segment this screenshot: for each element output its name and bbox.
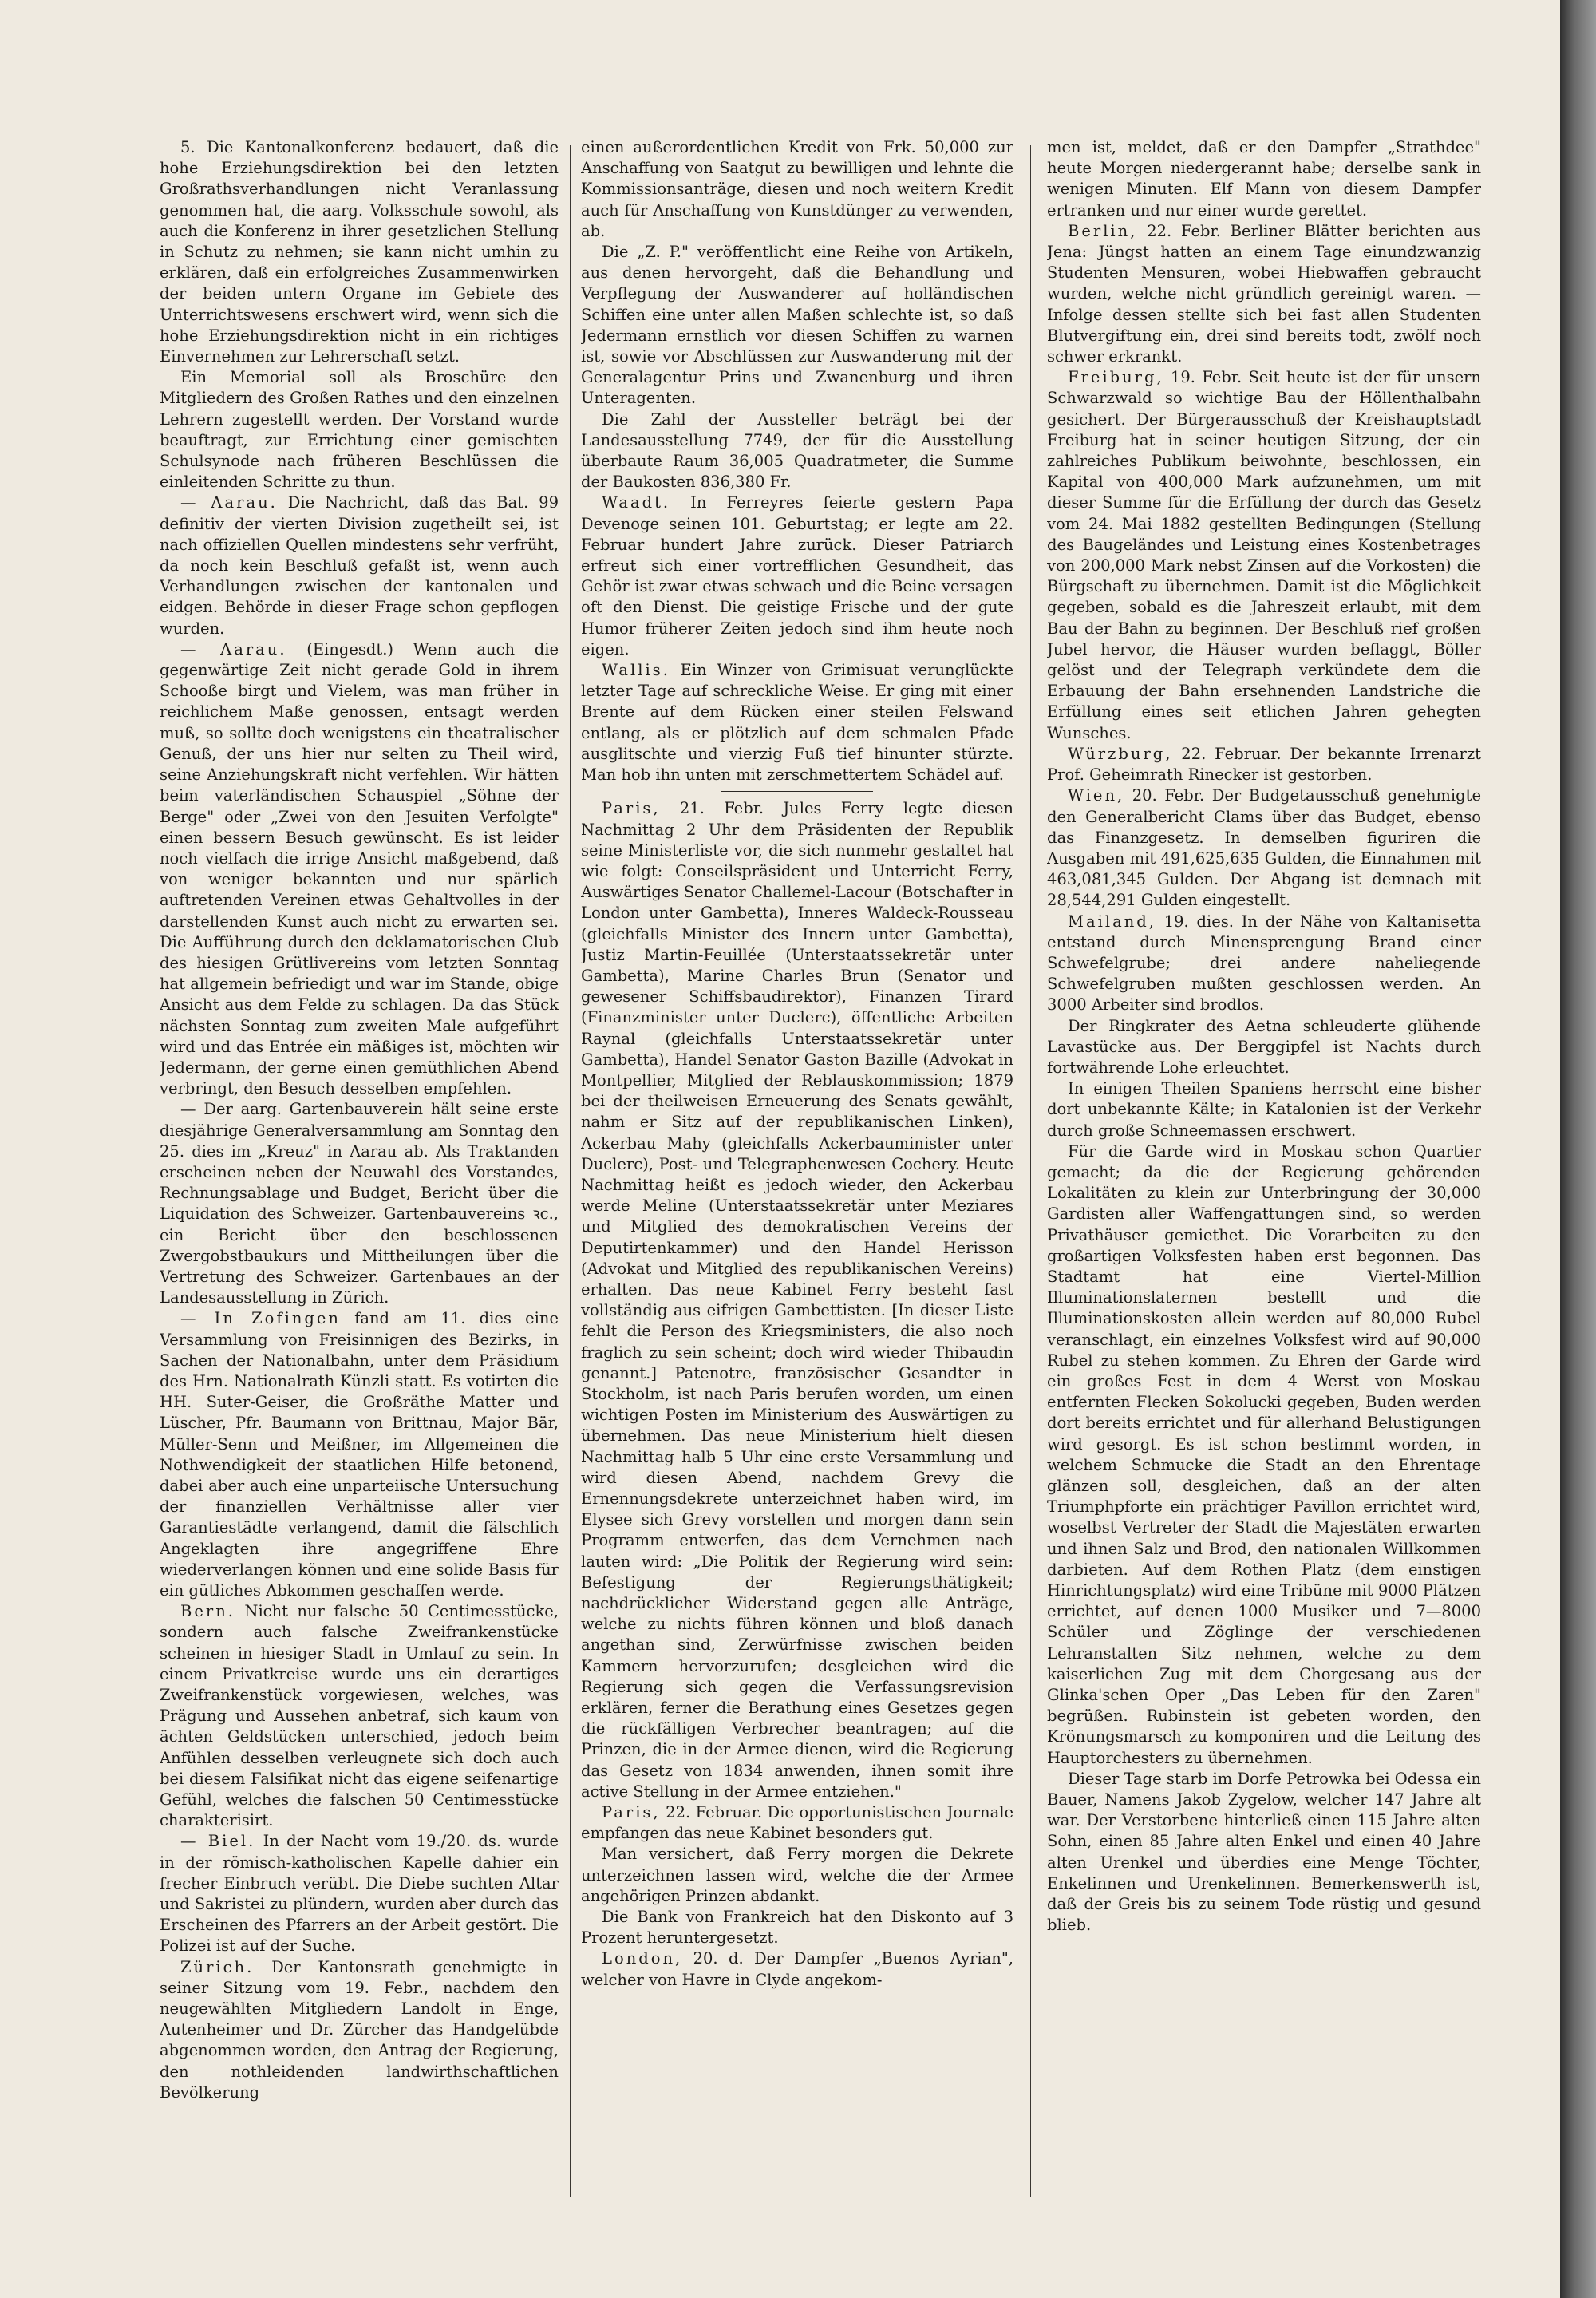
article-paragraph (160, 639, 559, 1099)
article-paragraph: men ist, meldet, daß er den Dampfer „Strathdee" heute Morgen niedergerannt habe; derselbe sank in wenigen Minuten. Elf Mann von diesem Dampfer ertranken und nur einer wurde gerettet. (1047, 138, 1481, 220)
article-paragraph (581, 660, 1013, 785)
article-paragraph: Die Zahl der Aussteller beträgt bei der Landesausstellung 7749, der für die Ausstellung überbaute Raum 36,005 Quadratmeter, die Summe der Baukosten 836,380 Fr. (581, 409, 1013, 492)
article-text: (Eingesdt.) Wenn auch die gegenwärtige Zeit nicht gerade Gold in ihrem Schooße birgt und Vielem, was man früher in reichlichem Maße genossen, entsagt werden muß, so sollte doch wenigstens ein theatralischer Genuß, der uns hier nur selten zu Theil wird, seine Anziehungskraft nicht verfehlen. Wir hätten beim vaterländischen Schauspiel „Söhne der Berge" oder „Zwei von den Jesuiten Verfolgte" einen bessern Besuch gewünscht. Es ist leider noch vielfach die irrige Ansicht maßgebend, daß von weniger bekannten und nur spärlich auftretenden Vereinen etwas Gehaltvolles in der darstellenden Kunst auch nicht zu erwarten sei. Die Aufführung durch den deklamatorischen Club des hiesigen Grütlivereins vom letzten Sonntag hat allgemein befriedigt und war im Stande, obige Ansicht aus dem Felde zu schlagen. Da das Stück nächsten Sonntag zum zweiten Male aufgeführt wird und das Entrée ein mäßiges ist, möchten wir Jedermann, der gerne einen gemüthlichen Abend verbringt, den Besuch desselben empfehlen. (160, 639, 559, 1098)
article-paragraph (581, 798, 1013, 1802)
article-text: Ein Winzer von Grimisuat verunglückte letzter Tage auf schreckliche Weise. Er ging mit einer Brente auf dem Rücken einer steilen Felswand entlang, als er plötzlich auf dem schmalen Pfade ausglitschte und vierzig Fuß tief hinunter stürzte. Man hob ihn unten mit zerschmettertem Schädel auf. (581, 661, 1013, 785)
dateline: Wallis. (602, 661, 670, 680)
article-text: Der Kantonsrath genehmigte in seiner Sitzung vom 19. Febr., nachdem den neugewählten Mitgliedern Landolt in Enge, Autenheimer und Dr. Zürcher das Handgelübde abgenommen worden, den Antrag der Regierung, den nothleidenden landwirthschaftlichen Bevölkerung (160, 1957, 559, 2102)
column-right (1047, 137, 1481, 2205)
dateline: Bern. (180, 1602, 235, 1621)
dateline: — Aarau. (180, 493, 278, 512)
article-text: 19. Febr. Seit heute ist der für unsern Schwarzwald so wichtige Bau der Höllenthalbahn gesichert. Der Bürgerausschuß der Kreishauptstadt Freiburg hat in seiner heutigen Sitzung, der ein zahlreiches Publikum beiwohnte, beschlossen, ein Kapital von 400,000 Mark aufzunehmen, um mit dieser Summe für die Erfüllung der durch das Gesetz vom 24. Mai 1882 gestellten Bedingungen (Stellung des Baugeländes und Leistung eines Kostenbetrages von 200,000 Mark nebst Zinsen auf die Vorkosten) die Bürgschaft zu übernehmen. Damit ist die Möglichkeit gegeben, sobald es die Jahreszeit erlaubt, mit dem Bau der Bahn zu beginnen. Der Beschluß rief großen Jubel hervor, die Häuser wurden beflaggt, Böller gelöst und der Telegraph verkündete dem die Erbauung der Bahn ersehnenden Landstriche die Erfüllung eines seit etlichen Jahren gehegten Wunsches. (1047, 368, 1481, 742)
dateline: Berlin, (1068, 221, 1138, 240)
dateline: Paris, (602, 799, 661, 818)
article-paragraph (1047, 221, 1481, 367)
article-paragraph (1047, 744, 1481, 785)
dateline: — Aarau. (180, 639, 287, 659)
column-rule (570, 145, 571, 2197)
article-paragraph: einen außerordentlichen Kredit von Frk. 50,000 zur Anschaffung von Saatgut zu bewilligen und lehnte die Kommissionsanträge, diesen und noch weitern Kredit auch für Anschaffung von Kunstdünger zu verwenden, ab. (581, 138, 1013, 240)
article-paragraph: Die „Z. P." veröffentlicht eine Reihe von Artikeln, aus denen hervorgeht, daß die Behandlung und Verpflegung der Auswanderer auf holländischen Schiffen eine unter allen Maßen schlechte ist, so daß Jedermann ernstlich vor diesen Schiffen zu warnen ist, sowie vor Abschlüssen zur Auswanderung mit der Generalagentur Prins und Zwanenburg und ihren Unteragenten. (581, 243, 1013, 408)
article-text: fand am 11. dies eine Versammlung von Freisinnigen des Bezirks, in Sachen der Nationalbahn, unter dem Präsidium des Hrn. Nationalrath Künzli statt. Es votirten die HH. Suter-Geiser, die Großräthe Matter und Lüscher, Pfr. Baumann von Brittnau, Major Bär, Müller-Senn und Meißner, im Allgemeinen die Nothwendigkeit der staatlichen Hilfe betonend, dabei aber auch eine unparteiische Untersuchung der finanziellen Verhältnisse aller vier Garantiestädte verlangend, damit die fälschlich Angeklagten ihre angegriffene Ehre wiederverlangen können und eine solide Basis für ein gütliches Abkommen geschaffen werde. (160, 1309, 559, 1600)
dateline: Würzburg, (1068, 744, 1173, 763)
article-paragraph (581, 492, 1013, 660)
dateline: Mailand, (1068, 912, 1156, 931)
section-divider (721, 791, 873, 792)
article-paragraph: 5. Die Kantonalkonferenz bedauert, daß die hohe Erziehungsdirektion bei den letzten Großrathsverhandlungen nicht Veranlassung genommen hat, die aarg. Volksschule sowohl, als auch die Konferenz in ihrer gesetzlichen Stellung in Schutz zu nehmen; sie kann nicht umhin zu erklären, daß ein erfolgreiches Zusammenwirken der beiden untern Organe im Gebiete des Unterrichtswesens erschwert wird, wenn sich die hohe Erziehungsdirektion nicht in ein richtiges Einvernehmen zur Lehrerschaft setzt. (160, 138, 559, 366)
article-paragraph: Dieser Tage starb im Dorfe Petrowka bei Odessa ein Bauer, Namens Jakob Zygelow, welcher 147 Jahre alt war. Der Verstorbene hinterließ einen 115 Jahre alten Sohn, einen 85 Jahre alten Enkel und einen 40 Jahre alten Urenkel und überdies eine Menge Töchter, Enkelinnen und Urenkelinnen. Bemerkenswerth ist, daß der Greis bis zu seinem Tode rüstig und gesund blieb. (1047, 1769, 1481, 1935)
column-middle (581, 137, 1013, 2205)
article-text: 22. Febr. Berliner Blätter berichten aus Jena: Jüngst hatten an einem Tage einundzwanzig Studenten Mensuren, wobei Hiebwaffen gebraucht wurden, welche nicht gründlich gereinigt waren. — Infolge dessen stellte sich bei fast allen Studenten Blutvergiftung ein, drei sind bereits todt, zwölf noch schwer erkrankt. (1047, 221, 1481, 366)
article-text: 22. Februar. Die opportunistischen Journale empfangen das neue Kabinet besonders gut. (581, 1803, 1013, 1843)
article-text: In Ferreyres feierte gestern Papa Devenoge seinen 101. Geburtstag; er legte am 22. Februar hundert Jahre zurück. Dieser Patriarch erfreut sich einer vortrefflichen Gesundheit, das Gehör ist zwar etwas schwach und die Beine versagen oft den Dienst. Die geistige Frische und der gute Humor früherer Zeiten jedoch sind ihm heute noch eigen. (581, 493, 1013, 659)
article-text: Nicht nur falsche 50 Centimesstücke, sondern auch falsche Zweifrankenstücke scheinen in hiesiger Stadt in Umlauf zu sein. In einem Privatkreise wurde uns ein derartiges Zweifrankenstück vorgewiesen, welches, was Prägung und Aussehen anbetraf, sich kaum von ächten Geldstücken unterschied, jedoch beim Anfühlen desselben verleugnete sich doch auch bei diesem Falsifikat nicht das eigene seifenartige Gefühl, welches die falschen 50 Centimesstücke charakterisirt. (160, 1602, 559, 1830)
article-paragraph (581, 1802, 1013, 1844)
article-text: 21. Febr. Jules Ferry legte diesen Nachmittag 2 Uhr dem Präsidenten der Republik seine Ministerliste vor, die sich nunmehr gestaltet hat wie folgt: Conseilspräsident und Unterricht Ferry, Auswärtiges Senator Challemel-Lacour (Botschafter in London unter Gambetta), Inneres Waldeck-Rousseau (gleichfalls Minister des Innern unter Gambetta), Justiz Martin-Feuillée (Unterstaatssekretär unter Gambetta), Marine Charles Brun (Senator und gewesener Schiffsbaudirektor), Finanzen Tirard (Finanzminister unter Duclerc), öffentliche Arbeiten Raynal (gleichfalls Unterstaatssekretär unter Gambetta), Handel Senator Gaston Bazille (Advokat in Montpellier, Mitglied der Reblauskommission; 1879 bei der theilweisen Erneuerung des Senats gewählt, nahm er Sitz auf der republikanischen Linken), Ackerbau Mahy (gleichfalls Ackerbauminister unter Duclerc), Post- und Telegraphenwesen Cochery. Heute Nachmittag heißt es jedoch wieder, den Ackerbau werde Meline (Unterstaatssekretär unter Meziares und Mitglied des demokratischen Vereins der Deputirtenkammer) und den Handel Herisson (Advokat und Mitglied des republikanischen Vereins) erhalten. Das neue Kabinet Ferry besteht fast vollständig aus eifrigen Gambettisten. [In dieser Liste fehlt die Person des Kriegsministers, die also noch fraglich zu sein scheint; doch wird wieder Thibaudin genannt.] Patenotre, französischer Gesandter in Stockholm, ist nach Paris berufen worden, um einen wichtigen Posten im Ministerium des Auswärtigen zu übernehmen. Das neue Ministerium hielt diesen Nachmittag halb 5 Uhr eine erste Versammlung und wird diesen Abend, nachdem Grevy die Ernennungsdekrete unterzeichnet haben wird, im Elysee sich Grevy vorstellen und morgen dann sein Programm entwerfen, das dem Vernehmen nach lauten wird: „Die Politik der Regierung wird sein: Befestigung der Regierungsthätigkeit; nachdrücklicher Widerstand gegen alle Anträge, welche zu nichts führen können und bloß danach angethan sind, Zerwürfnisse zwischen beiden Kammern hervorzurufen; desgleichen wird die Regierung sich gegen die Verfassungsrevision erklären, ferner die Berathung eines Gesetzes gegen die rückfälligen Verbrecher beantragen; auf die Prinzen, die in der Armee dienen, wird die Regierung das Gesetz von 1834 anwenden, ihnen somit ihre active Stellung in der Armee entziehen." (581, 799, 1013, 1801)
article-text: 20. Febr. Der Budgetausschuß genehmigte den Generalbericht Clams über das Budget, ebenso das Finanzgesetz. In demselben figuriren die Ausgaben mit 491,625,635 Gulden, die Einnahmen mit 463,081,345 Gulden. Der Abgang ist demnach mit 28,544,291 Gulden eingestellt. (1047, 786, 1481, 910)
article-paragraph (160, 1308, 559, 1601)
article-paragraph (160, 1957, 559, 2103)
dateline: Wien, (1068, 786, 1125, 805)
article-text: In der Nacht vom 19./20. ds. wurde in der römisch-katholischen Kapelle dahier ein frecher Einbruch verübt. Die Diebe suchten Altar und Sakristei zu plündern, wurden aber durch das Erscheinen des Pfarrers an der Arbeit gestört. Die Polizei ist auf der Suche. (160, 1832, 559, 1956)
article-text: 22. Februar. Der bekannte Irrenarzt Prof. Geheimrath Rinecker ist gestorben. (1047, 744, 1481, 785)
column-rule (1030, 145, 1031, 2197)
dateline: Freiburg, (1068, 368, 1164, 387)
article-paragraph: Der Ringkrater des Aetna schleuderte glühende Lavastücke aus. Der Berggipfel ist Nachts durch fortwährende Lohe erleuchtet. (1047, 1016, 1481, 1077)
article-paragraph (1047, 912, 1481, 1016)
article-paragraph: Die Bank von Frankreich hat den Diskonto auf 3 Prozent heruntergesetzt. (581, 1908, 1013, 1948)
article-paragraph (160, 1831, 559, 1956)
article-paragraph (160, 492, 559, 639)
book-spine-edge (1560, 0, 1596, 2298)
article-paragraph (1047, 785, 1481, 911)
dateline: — Biel. (180, 1832, 256, 1851)
article-text: Die Nachricht, daß das Bat. 99 definitiv der vierten Division zugetheilt sei, ist nach offiziellen Quellen mindestens sehr verfrüht, da noch kein Beschluß gefaßt ist, wenn auch Verhandlungen zwischen der kantonalen und eidgen. Behörde in dieser Frage schon gepflogen wurden. (160, 493, 559, 638)
article-paragraph: — Der aarg. Gartenbauverein hält seine erste diesjährige Generalversammlung am Sonntag den 25. dies im „Kreuz" in Aarau ab. Als Traktanden erscheinen neben der Neuwahl des Vorstandes, Rechnungsablage und Budget, Bericht über die Liquidation des Schweizer. Gartenbauvereins ꝛc., ein Bericht über den beschlossenen Zwergobstbaukurs und Mittheilungen über die Vertretung des Schweizer. Gartenbaues an der Landesausstellung in Zürich. (160, 1100, 559, 1307)
dateline: Waadt. (602, 493, 671, 512)
dateline: Zürich. (180, 1957, 255, 1976)
article-paragraph: Man versichert, daß Ferry morgen die Dekrete unterzeichnen lassen wird, welche die der Armee angehörigen Prinzen abdankt. (581, 1845, 1013, 1905)
column-left (160, 137, 559, 2205)
article-paragraph (581, 1948, 1013, 1990)
dateline: Paris, (602, 1803, 661, 1822)
dateline: — In Zofingen (180, 1309, 341, 1328)
article-text: 20. d. Der Dampfer „Buenos Ayrian", welcher von Havre in Clyde angekom- (581, 1949, 1013, 1989)
article-paragraph: Für die Garde wird in Moskau schon Quartier gemacht; da die der Regierung gehörenden Lokalitäten zu klein zur Unterbringung der 30,000 Gardisten aller Waffengattungen sind, so werden Privathäuser gemiethet. Die Vorarbeiten zu den großartigen Volksfesten haben erst begonnen. Das Stadtamt hat eine Viertel-Million Illuminationslaternen bestellt und die Illuminationskosten allein werden auf 80,000 Rubel veranschlagt, ein einzelnes Volksfest wird auf 90,000 Rubel zu stehen kommen. Zu Ehren der Garde wird ein großes Fest in dem 4 Werst von Moskau entfernten Flecken Sokolucki gegeben, Buden werden dort bereits errichtet und für allerhand Belustigungen wird gesorgt. Es ist schon bestimmt worden, in welchem Schmucke die Stadt an den Ehrentage glänzen soll, desgleichen, daß an der alten Triumphpforte ein prächtiger Pavillon errichtet wird, woselbst Vertreter der Stadt die Majestäten erwarten und ihnen Salz und Brod, den nationalen Willkommen darbieten. Auf dem Rothen Platz (dem einstigen Hinrichtungsplatz) wird eine Tribüne mit 9000 Plätzen errichtet, auf denen 1000 Musiker und 7—8000 Schüler und Zöglinge der verschiedenen Lehranstalten Sitz nehmen, welche zu dem kaiserlichen Zug mit dem Chorgesang aus der Glinka'schen Oper „Das Leben für den Zaren" begrüßen. Rubinstein ist gebeten worden, den Krönungsmarsch zu komponiren und die Leitung des Hauptorchesters zu übernehmen. (1047, 1141, 1481, 1767)
article-text: 19. dies. In der Nähe von Kaltanisetta entstand durch Minensprengung Brand einer Schwefelgrube; drei andere naheliegende Schwefelgruben mußten geschlossen werden. An 3000 Arbeiter sind brodlos. (1047, 912, 1481, 1015)
article-paragraph (160, 1601, 559, 1831)
article-paragraph: In einigen Theilen Spaniens herrscht eine bisher dort unbekannte Kälte; in Katalonien ist der Verkehr durch große Schneemassen erschwert. (1047, 1079, 1481, 1140)
article-paragraph (1047, 367, 1481, 744)
dateline: London, (602, 1949, 683, 1968)
article-paragraph: Ein Memorial soll als Broschüre den Mitgliedern des Großen Rathes und den einzelnen Lehrern zugestellt werden. Der Vorstand wurde beauftragt, zur Errichtung einer gemischten Schulsynode nach früheren Beschlüssen die einleitenden Schritte zu thun. (160, 368, 559, 492)
